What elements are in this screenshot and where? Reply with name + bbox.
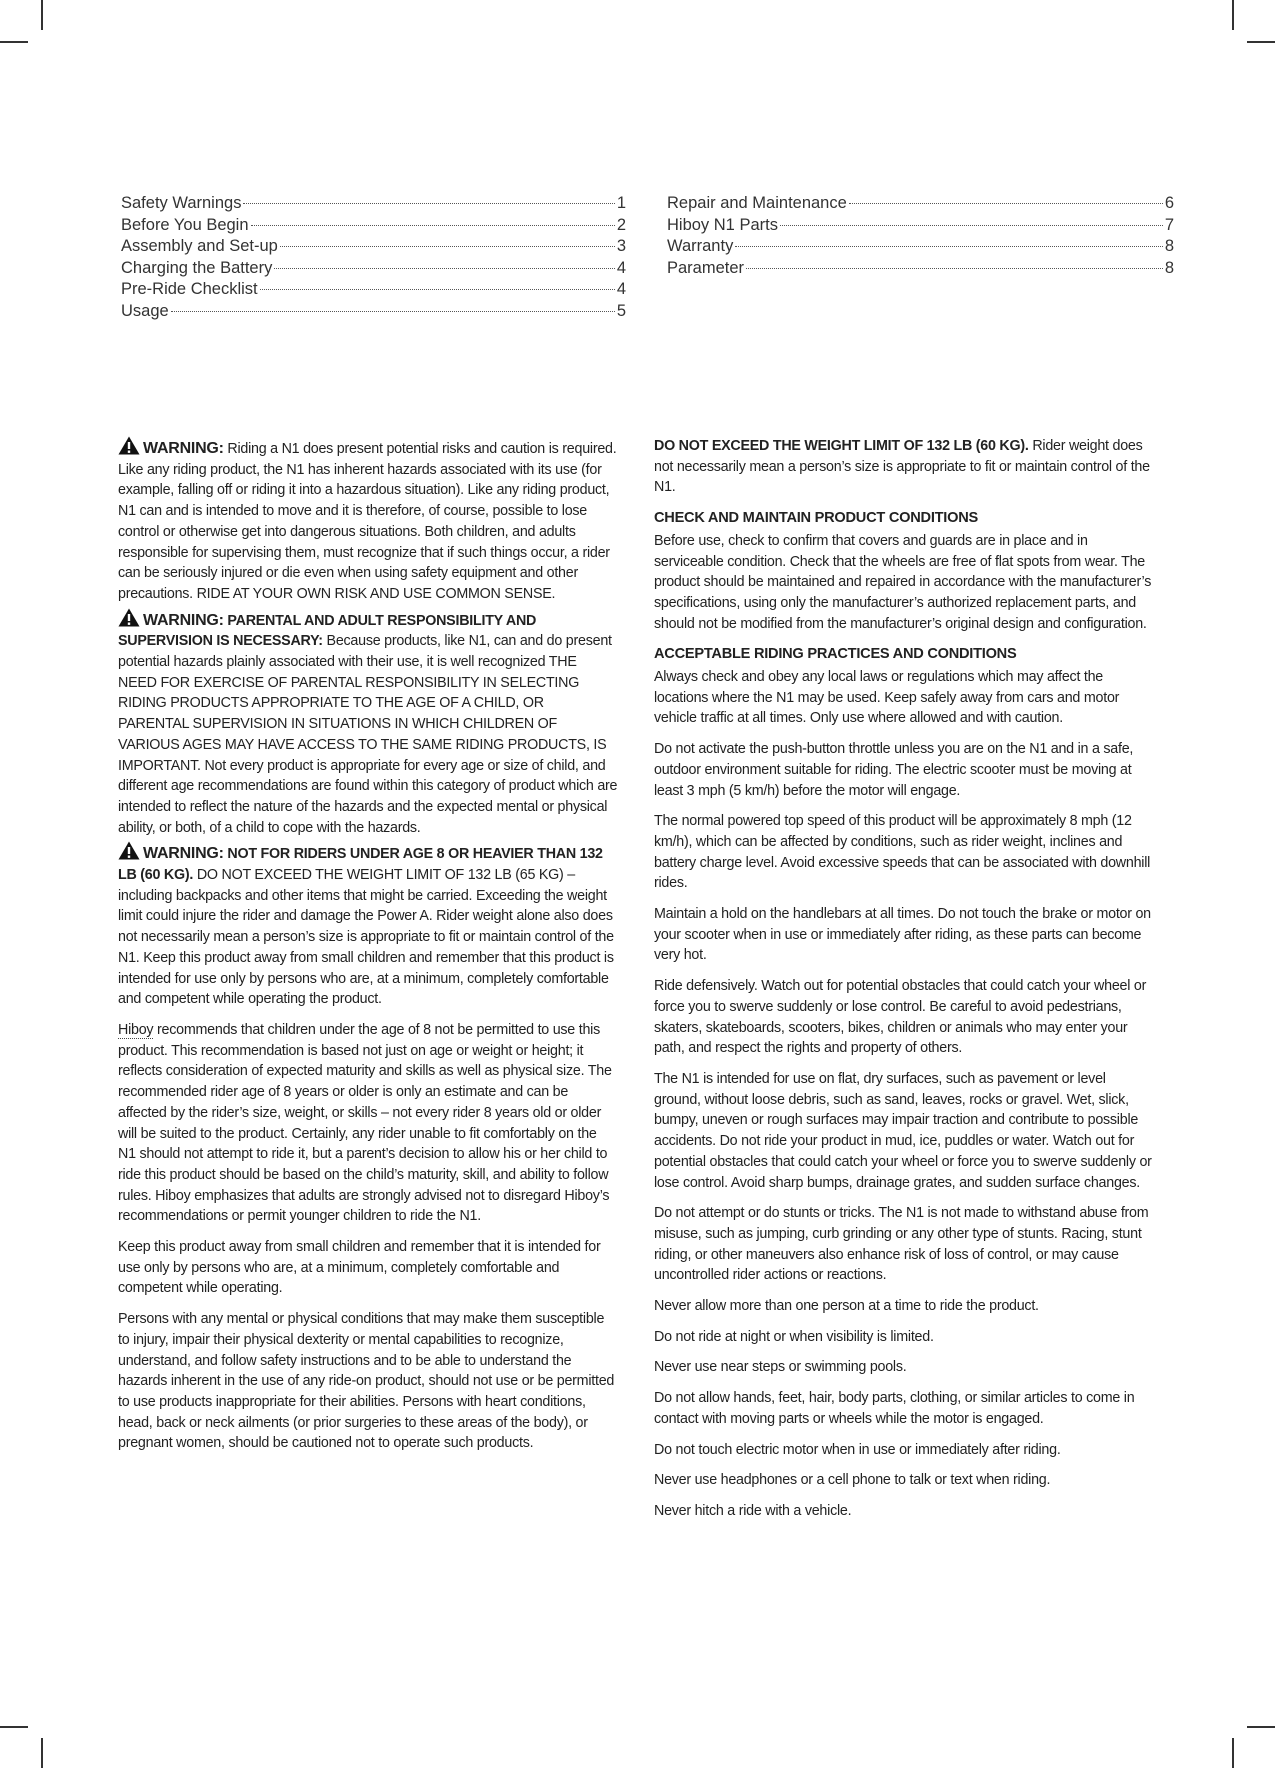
warning-label: WARNING: [143,440,224,457]
toc-leader [171,311,615,312]
warning-heading: PARENTAL AND ADULT RESPONSIBILITY AND SUPERVISION IS NECESSARY: [118,612,537,650]
toc-entry[interactable] [667,236,1174,258]
crop-mark [0,1726,28,1728]
toc-leader [274,268,614,269]
right-column [654,436,1154,1532]
crop-mark [1247,41,1275,43]
toc-left [121,193,626,322]
toc-label: Warranty [667,237,734,255]
warning-triangle-icon [118,436,140,455]
toc-label: Charging the Battery [121,258,273,277]
toc-entry[interactable] [121,193,626,215]
toc-page: 3 [616,237,626,255]
body-paragraph: Do not attempt or do stunts or tricks. The N1 is not made to withstand abuse from misuse, such as jumping, curb grinding or any other type of stunts. Racing, stunt riding, or other maneuvers also enhance risk of loss of control, or may cause uncontrolled rider actions or reactions. [654,1205,1149,1284]
body-paragraph: Before use, check to confirm that covers and guards are in place and in serviceable condition. Check that the wheels are free of flat spots from wear. The product should be maintained and repaired in accordance with the manufacturer’s specifications, using only the manufacturer’s authorized replacement parts, and should not be modified from the manufacturer’s original design and configuration. [654,532,1152,632]
toc-entry[interactable] [121,236,626,258]
weight-limit-paragraph [654,436,1154,498]
warning-triangle-icon [118,608,140,627]
toc-leader [251,225,615,226]
toc-page: 8 [1164,258,1174,277]
body-paragraph [118,1020,618,1227]
body-paragraph: Do not ride at night or when visibility is limited. [654,1328,934,1345]
toc-entry[interactable] [121,258,626,280]
toc-label: Hiboy N1 Parts [667,215,778,234]
toc-page: 2 [616,215,626,234]
toc-label: Pre-Ride Checklist [121,280,258,298]
warning-paragraph [118,608,618,839]
body-paragraph: Ride defensively. Watch out for potential obstacles that could catch your wheel or force you to swerve suddenly or lose control. Be careful to avoid pedestrians, skaters, skateboards, scooters, bikes, children or animals who may enter your path, and respect the rights and property of others. [654,978,1147,1057]
body-paragraph: Never use headphones or a cell phone to talk or text when riding. [654,1472,1051,1489]
warning-triangle-icon [118,841,140,860]
toc-label: Safety Warnings [121,194,242,212]
body-paragraph: Do not activate the push-button throttle unless you are on the N1 and in a safe, outdoor environment suitable for riding. The electric scooter must be moving at least 3 mph (5 km/h) before the motor will engage. [654,741,1134,799]
toc-entry[interactable] [121,279,626,301]
toc-page: 6 [1164,194,1174,212]
body-paragraph: Keep this product away from small children and remember that it is intended for use only by persons who are, at a minimum, completely comfortable and competent while operating. [118,1239,601,1297]
toc-leader [849,203,1163,204]
warning-text: DO NOT EXCEED THE WEIGHT LIMIT OF 132 LB (65 KG) – including backpacks and other items that might be carried. Exceeding the weight limit could injure the rider and damage the Power A. Rider weight alone also does not necessarily mean a person’s size is appropriate to fit or maintain control of the N1. Keep this product away from small children and remember that this product is intended for use only by persons who are, at a minimum, completely comfortable and competent while operating the product. [118,867,614,1008]
toc-entry[interactable] [667,258,1174,280]
toc-entry[interactable] [667,193,1174,215]
paragraph-text: recommends that children under the age of 8 not be permitted to use this product. This recommendation is based not just on age or weight or height; it reflects consideration of expected maturity and skills as well as physical size. The recommended rider age of 8 years or older is only an estimate and can be affected by the rider’s size, weight, or skills – not every rider 8 years old or older will be suited to the product. Certainly, any rider unable to fit comfortably on the N1 should not attempt to ride it, but a parent’s decision to allow his or her child to ride this product should be based on the child’s maturity, skill, and ability to follow rules. Hiboy emphasizes that adults are strongly advised not to disregard Hiboy’s recommendations or permit younger children to ride the N1. [118,1021,612,1225]
toc-page: 5 [616,301,626,320]
crop-mark [1232,0,1234,30]
left-column [118,436,618,1464]
warning-label: WARNING: [143,845,224,863]
crop-mark [1232,1738,1234,1768]
toc-label: Repair and Maintenance [667,194,847,212]
section-heading: DO NOT EXCEED THE WEIGHT LIMIT OF 132 LB (60 KG). [654,438,1029,454]
toc-leader [260,289,615,290]
toc-label: Usage [121,301,169,320]
toc-leader [780,225,1163,226]
crop-mark [41,0,43,30]
warning-paragraph [118,436,618,605]
section-heading: ACCEPTABLE RIDING PRACTICES AND CONDITIONS [654,646,1017,663]
body-paragraph: Never allow more than one person at a time to ride the product. [654,1298,1039,1315]
crop-mark [41,1738,43,1768]
body-paragraph: Do not allow hands, feet, hair, body parts, clothing, or similar articles to come in contact with moving parts or wheels while the motor is engaged. [654,1390,1135,1427]
toc-leader [243,203,614,204]
body-paragraph: Persons with any mental or physical conditions that may make them susceptible to injury, impair their physical dexterity or mental capabilities to recognize, understand, and follow safety instructions and to be able to understand the hazards inherent in the use of any ride-on product, should not use or be permitted to use products inappropriate for their abilities. Persons with heart conditions, head, back or neck ailments (or prior surgeries to these areas of the body), or pregnant women, should be cautioned not to operate such products. [118,1311,615,1452]
toc-label: Before You Begin [121,215,249,234]
body-paragraph: The N1 is intended for use on flat, dry surfaces, such as pavement or level ground, without loose debris, such as sand, leaves, rocks or gravel. Wet, slick, bumpy, uneven or rough surfaces may impair traction and contribute to possible accidents. Do not ride your product in mud, ice, puddles or water. Watch out for potential obstacles that could catch your wheel or force you to swerve suddenly or lose control. Avoid sharp bumps, drainage grates, and sudden surface changes. [654,1070,1152,1191]
crop-mark [1247,1726,1275,1728]
crop-mark [0,41,28,43]
body-paragraph: Never hitch a ride with a vehicle. [654,1502,852,1519]
toc-right [667,193,1174,279]
body-paragraph: The normal powered top speed of this product will be approximately 8 mph (12 km/h), which can be affected by conditions, such as rider weight, inclines and battery charge level. Avoid excessive speeds that can be associated with downhill rides. [654,813,1151,892]
warning-label: WARNING: [143,611,224,629]
toc-page: 1 [616,194,626,212]
toc-leader [280,246,615,247]
toc-entry[interactable] [121,301,626,323]
toc-entry[interactable] [667,215,1174,237]
body-paragraph: Do not touch electric motor when in use or immediately after riding. [654,1441,1061,1458]
toc-page: 8 [1164,237,1174,255]
paragraph-text: Rider weight does not necessarily mean a person’s size is appropriate to fit or maintain control of the N1. [654,438,1150,496]
section-heading: CHECK AND MAINTAIN PRODUCT CONDITIONS [654,510,978,527]
brand-name: Hiboy [118,1021,154,1038]
toc-entry[interactable] [121,215,626,237]
toc-label: Parameter [667,258,745,277]
toc-page: 7 [1164,215,1174,234]
warning-text: Riding a N1 does present potential risks and caution is required. Like any riding product, the N1 has inherent hazards associated with its use (for example, falling off or riding it into a hazardous situation). Like any riding product, N1 can and is intended to move and it is therefore, of course, possible to lose control or otherwise get into dangerous situations. Both children, and adults responsible for supervising them, must recognize that if such things occur, a rider can be seriously injured or die even when using safety equipment and other precautions. RIDE AT YOUR OWN RISK AND USE COMMON SENSE. [118,441,617,602]
body-paragraph: Always check and obey any local laws or regulations which may affect the locations where the N1 may be used. Keep safely away from cars and motor vehicle traffic at all times. Only use where allowed and with caution. [654,669,1120,727]
toc-label: Assembly and Set-up [121,237,278,255]
toc-leader [735,246,1162,247]
warning-heading: NOT FOR RIDERS UNDER AGE 8 OR HEAVIER THAN 132 LB (60 KG). [118,846,603,884]
toc-leader [746,268,1163,269]
body-paragraph: Maintain a hold on the handlebars at all times. Do not touch the brake or motor on your scooter when in use or immediately after riding, as these parts can become very hot. [654,906,1151,964]
warning-text: Because products, like N1, can and do present potential hazards plainly associated with their use, it is well recognized THE NEED FOR EXERCISE OF PARENTAL RESPONSIBILITY IN SELECTING RIDING PRODUCTS APPROPRIATE TO THE AGE OF A CHILD, OR PARENTAL SUPERVISION IN SITUATIONS IN WHICH CHILDREN OF VARIOUS AGES MAY HAVE ACCESS TO THE SAME RIDING PRODUCTS, IS IMPORTANT. Not every product is appropriate for every age or size of child, and different age recommendations are found within this category of product which are intended to reflect the nature of the hazards and the expected mental or physical ability, or both, of a child to cope with the hazards. [118,633,618,836]
body-paragraph: Never use near steps or swimming pools. [654,1359,907,1376]
toc-page: 4 [616,258,626,277]
toc-page: 4 [616,280,626,298]
warning-paragraph [118,841,618,1010]
